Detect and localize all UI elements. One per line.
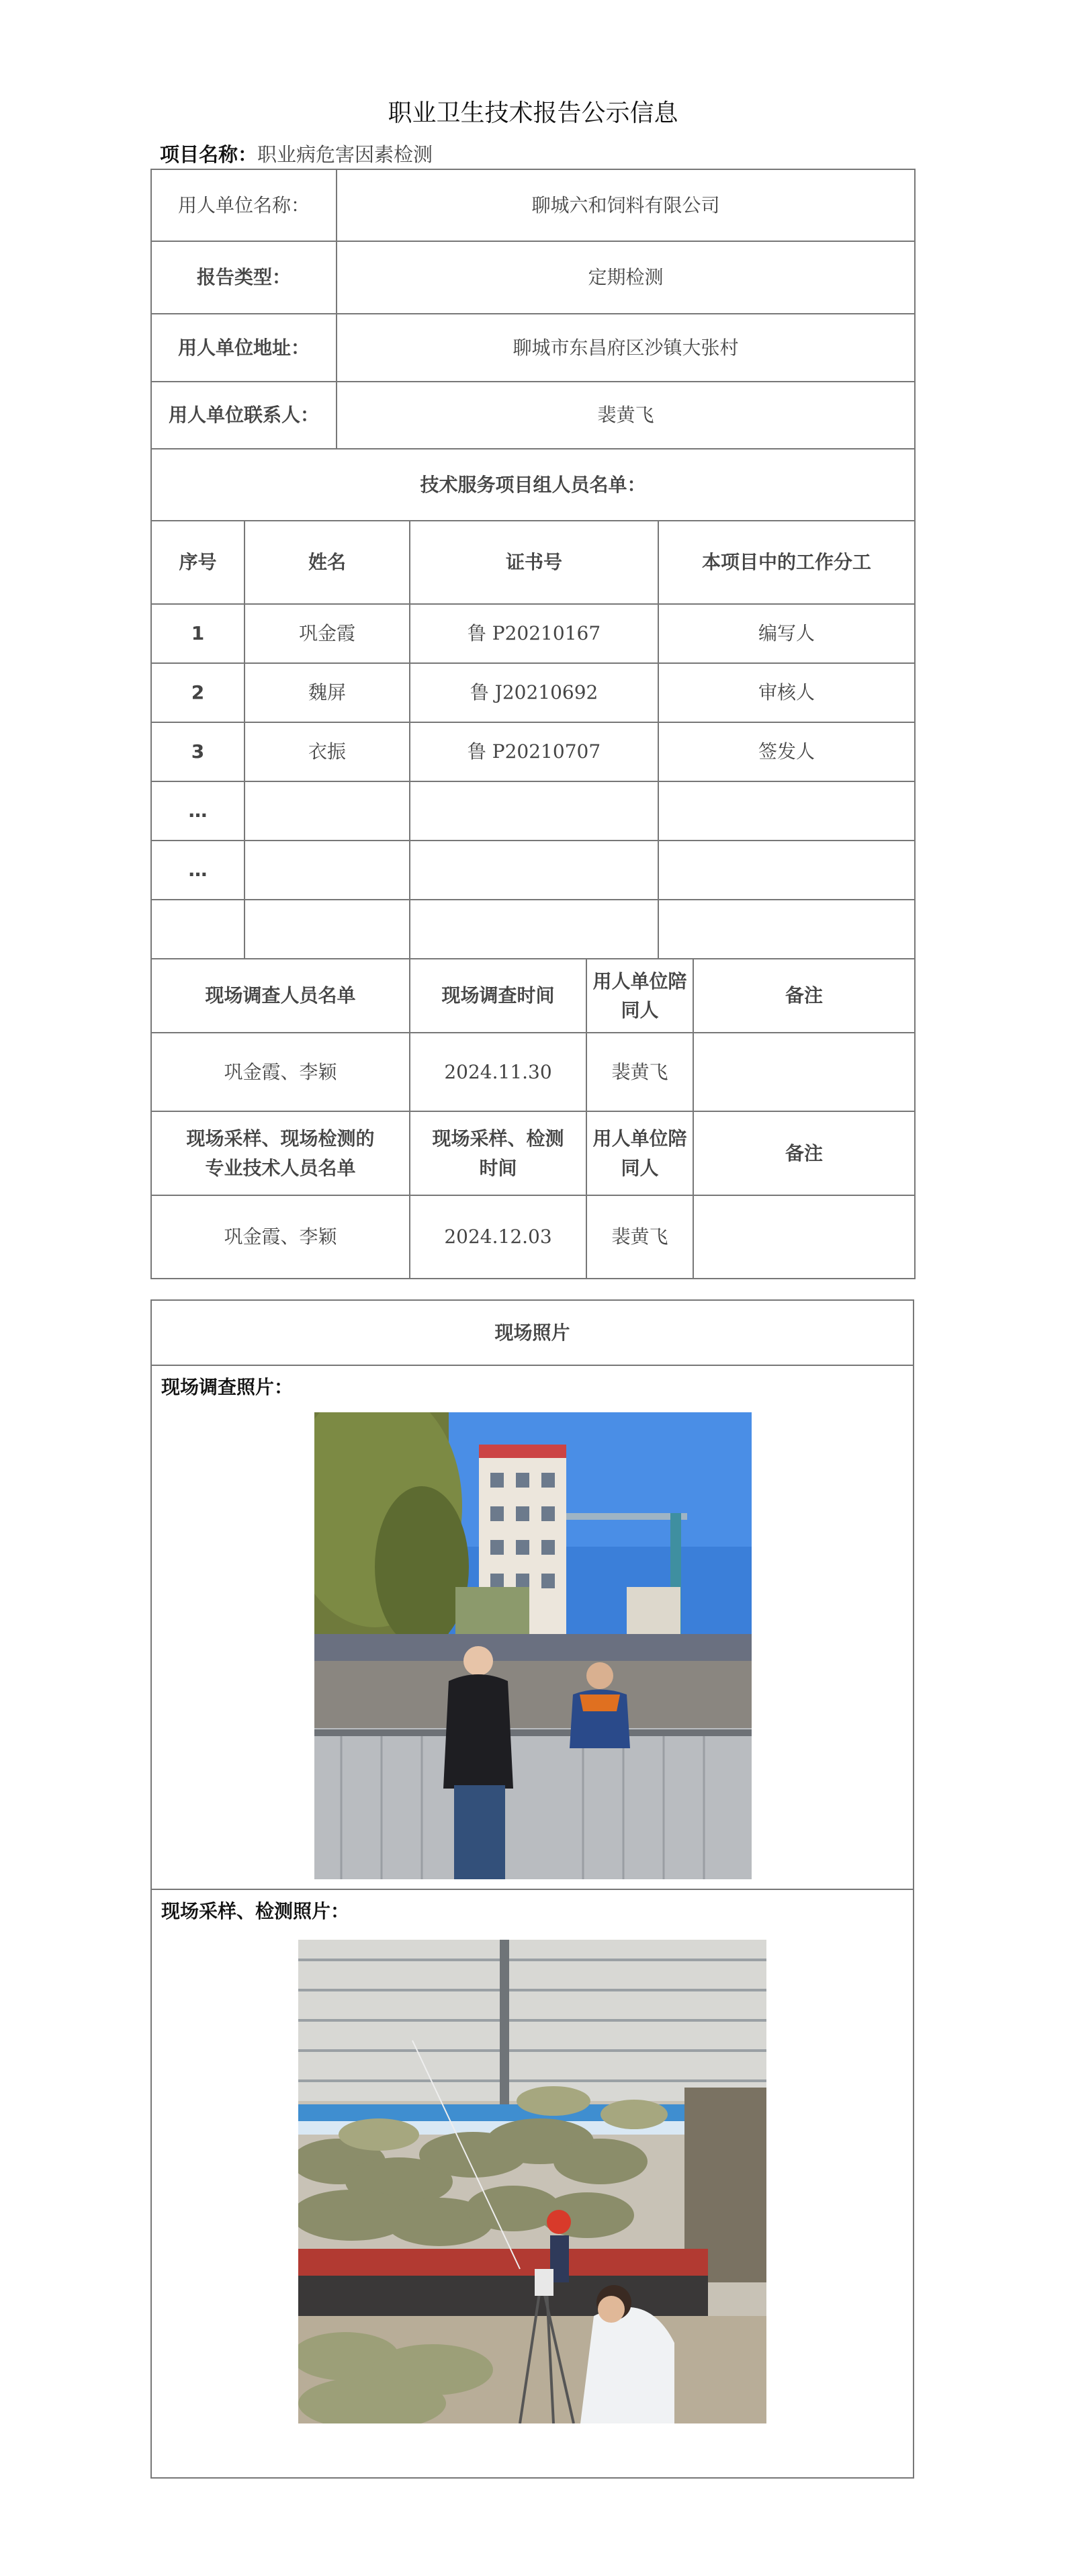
team-header-no: 序号 bbox=[151, 521, 245, 604]
report-type-value: 定期检测 bbox=[337, 241, 915, 314]
sampling-staff: 巩金霞、李颖 bbox=[151, 1195, 410, 1279]
contact-label: 用人单位联系人： bbox=[151, 382, 337, 449]
survey-header-row bbox=[151, 959, 915, 1033]
sampling-header-time bbox=[410, 1111, 586, 1195]
team-row-name bbox=[245, 900, 410, 959]
sampling-photo-label: 现场采样、检测照片： bbox=[161, 1900, 350, 1922]
survey-photo-label: 现场调查照片： bbox=[161, 1376, 294, 1398]
team-row-name bbox=[245, 841, 410, 900]
team-row bbox=[151, 841, 915, 900]
team-row-role bbox=[658, 781, 915, 841]
sampling-photo-cell bbox=[151, 1889, 914, 2478]
team-heading-row bbox=[151, 449, 915, 521]
team-row-no: … bbox=[151, 781, 245, 841]
survey-remark bbox=[693, 1033, 915, 1111]
sampling-header-staff-line1: 现场采样、现场检测的 bbox=[186, 1127, 375, 1150]
sampling-header-time-line2: 时间 bbox=[479, 1156, 517, 1179]
project-value: 职业病危害因素检测 bbox=[257, 143, 433, 166]
team-heading: 技术服务项目组人员名单： bbox=[151, 449, 915, 521]
page-title: 职业卫生技术报告公示信息 bbox=[388, 99, 678, 127]
survey-staff: 巩金霞、李颖 bbox=[151, 1033, 410, 1111]
photos-table bbox=[150, 1299, 914, 2479]
team-row bbox=[151, 604, 915, 663]
team-row-no: 2 bbox=[151, 663, 245, 722]
sampling-header-remark: 备注 bbox=[693, 1111, 915, 1195]
team-row bbox=[151, 663, 915, 722]
sampling-header-escort: 用人单位陪同人 bbox=[586, 1111, 693, 1195]
survey-header-staff: 现场调查人员名单 bbox=[151, 959, 410, 1033]
unit-name-row bbox=[151, 169, 915, 241]
team-row-name: 魏屏 bbox=[245, 663, 410, 722]
unit-name-label: 用人单位名称： bbox=[151, 169, 337, 241]
team-row-role: 审核人 bbox=[658, 663, 915, 722]
team-row-no: 1 bbox=[151, 604, 245, 663]
sampling-header-staff bbox=[151, 1111, 410, 1195]
photos-heading: 现场照片 bbox=[151, 1300, 914, 1365]
survey-photo-cell bbox=[151, 1365, 914, 1889]
contact-value: 裴黄飞 bbox=[337, 382, 915, 449]
sampling-escort: 裴黄飞 bbox=[586, 1195, 693, 1279]
survey-header-escort: 用人单位陪同人 bbox=[586, 959, 693, 1033]
survey-row bbox=[151, 1033, 915, 1111]
team-row-no: … bbox=[151, 841, 245, 900]
team-row bbox=[151, 900, 915, 959]
team-row-cert: 鲁 J20210692 bbox=[410, 663, 658, 722]
info-table bbox=[150, 169, 916, 1279]
survey-header-time: 现场调查时间 bbox=[410, 959, 586, 1033]
sampling-header-staff-line2: 专业技术人员名单 bbox=[205, 1156, 356, 1179]
report-type-label: 报告类型： bbox=[151, 241, 337, 314]
team-row bbox=[151, 722, 915, 781]
sampling-photo bbox=[298, 1940, 766, 2423]
team-header-name: 姓名 bbox=[245, 521, 410, 604]
team-header-cert: 证书号 bbox=[410, 521, 658, 604]
unit-name-value: 聊城六和饲料有限公司 bbox=[337, 169, 915, 241]
sampling-row bbox=[151, 1195, 915, 1279]
team-header-role: 本项目中的工作分工 bbox=[658, 521, 915, 604]
team-row-no bbox=[151, 900, 245, 959]
team-row bbox=[151, 781, 915, 841]
address-value: 聊城市东昌府区沙镇大张村 bbox=[337, 314, 915, 382]
team-header-row bbox=[151, 521, 915, 604]
sampling-header-row bbox=[151, 1111, 915, 1195]
team-row-name bbox=[245, 781, 410, 841]
team-row-cert: 鲁 P20210707 bbox=[410, 722, 658, 781]
team-row-no: 3 bbox=[151, 722, 245, 781]
team-row-cert bbox=[410, 841, 658, 900]
survey-escort: 裴黄飞 bbox=[586, 1033, 693, 1111]
report-type-row bbox=[151, 241, 915, 314]
team-row-role bbox=[658, 841, 915, 900]
team-row-role: 签发人 bbox=[658, 722, 915, 781]
address-label: 用人单位地址： bbox=[151, 314, 337, 382]
team-row-name: 衣振 bbox=[245, 722, 410, 781]
survey-header-remark: 备注 bbox=[693, 959, 915, 1033]
team-row-name: 巩金霞 bbox=[245, 604, 410, 663]
address-row bbox=[151, 314, 915, 382]
team-row-cert bbox=[410, 781, 658, 841]
contact-row bbox=[151, 382, 915, 449]
sampling-remark bbox=[693, 1195, 915, 1279]
project-label: 项目名称： bbox=[160, 143, 258, 166]
project-line bbox=[160, 140, 433, 167]
survey-time: 2024.11.30 bbox=[410, 1033, 586, 1111]
survey-photo bbox=[314, 1412, 752, 1879]
sampling-header-time-line1: 现场采样、检测 bbox=[432, 1127, 564, 1150]
team-row-role: 编写人 bbox=[658, 604, 915, 663]
sampling-time: 2024.12.03 bbox=[410, 1195, 586, 1279]
team-row-cert bbox=[410, 900, 658, 959]
team-row-role bbox=[658, 900, 915, 959]
team-row-cert: 鲁 P20210167 bbox=[410, 604, 658, 663]
